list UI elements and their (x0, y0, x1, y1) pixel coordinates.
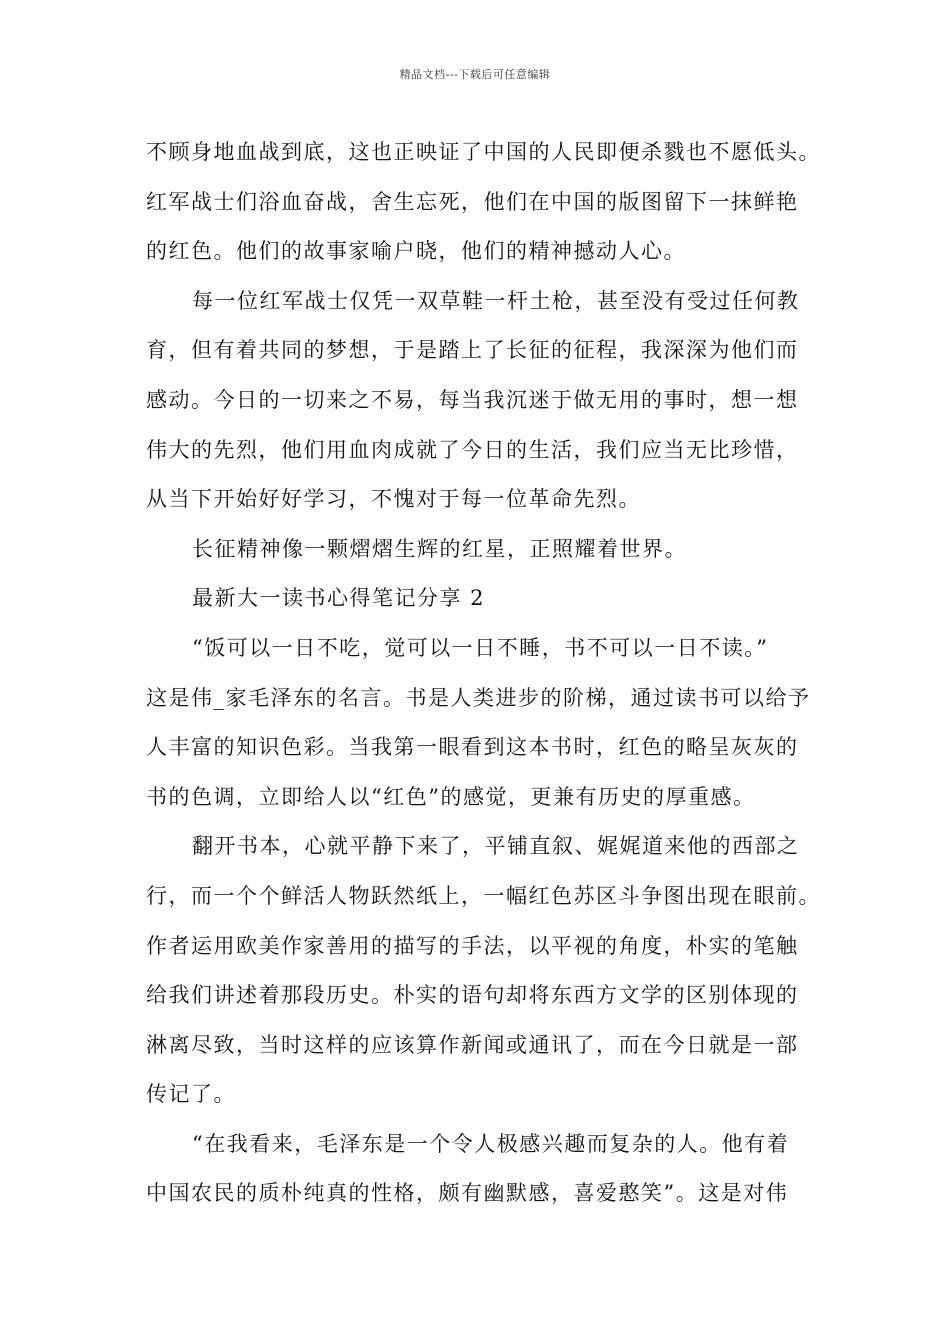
document-body (146, 128, 830, 1219)
text-line: 给我们讲述着那段历史。朴实的语句却将东西方文学的区别体现的 (146, 983, 799, 1008)
text-line: 红军战士们浴血奋战，舍生忘死，他们在中国的版图留下一抹鲜艳 (146, 189, 799, 214)
text-line: 不顾身地血战到底，这也正映证了中国的人民即便杀戮也不愿低头。 (146, 140, 821, 164)
text-line: 行，而一个个鲜活人物跃然纸上，一幅红色苏区斗争图出现在眼前。 (146, 883, 821, 908)
text-line: “饭可以一日不吃，觉可以一日不睡，书不可以一日不读。” (192, 635, 769, 660)
text-line: 翻开书本，心就平静下来了，平铺直叙、娓娓道来他的西部之 (192, 834, 800, 859)
text-line: 淋离尽致，当时这样的应该算作新闻或通讯了，而在今日就是一部 (146, 1032, 799, 1057)
text-line: 中国农民的质朴纯真的性格，颇有幽默感，喜爱憨笑”。这是对伟 (146, 1181, 789, 1206)
text-line: 传记了。 (146, 1082, 236, 1107)
text-line: 伟大的先烈，他们用血肉成就了今日的生活，我们应当无比珍惜， (146, 437, 799, 462)
text-line: 长征精神像一颗熠熠生辉的红星，正照耀着世界。 (192, 536, 687, 561)
text-line: 从当下开始好好学习，不愧对于每一位革命先烈。 (146, 487, 641, 512)
text-line: 书的色调，立即给人以“红色”的感觉，更兼有历史的厚重感。 (146, 784, 756, 809)
text-line: 每一位红军战士仅凭一双草鞋一杆土枪，甚至没有受过任何教 (192, 288, 800, 313)
text-line: 的红色。他们的故事家喻户晓，他们的精神撼动人心。 (146, 239, 686, 264)
text-line: 这是伟_家毛泽东的名言。书是人类进步的阶梯，通过读书可以给予 (146, 685, 811, 710)
text-line: 人丰富的知识色彩。当我第一眼看到这本书时，红色的略呈灰灰的 (146, 735, 799, 760)
text-line: 育，但有着共同的梦想，于是踏上了长征的征程，我深深为他们而 (146, 338, 799, 363)
text-line: 作者运用欧美作家善用的描写的手法，以平视的角度，朴实的笔触 (146, 933, 799, 958)
text-line: “在我看来，毛泽东是一个令人极感兴趣而复杂的人。他有着 (192, 1131, 790, 1156)
text-line: 感动。今日的一切来之不易，每当我沉迷于做无用的事时，想一想 (146, 387, 799, 412)
section-title: 最新大一读书心得笔记分享 2 (192, 586, 486, 611)
page-header: 精品文档---下载后可任意编辑 (399, 68, 551, 81)
